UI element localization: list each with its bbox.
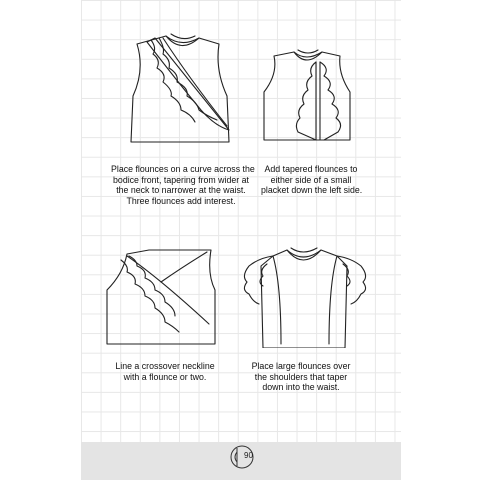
caption-curved-flounces: Place flounces on a curve across the bodice front, tapering from wider at the neck to narrower at the waist. Three flounces add interest. [111, 164, 255, 206]
bodice-crossover-flounce-illustration [99, 248, 231, 348]
book-page [81, 0, 401, 480]
caption-crossover-flounce: Line a crossover neckline with a flounce or two. [115, 361, 215, 382]
caption-placket-flounces: Add tapered flounces to either side of a small placket down the left side. [261, 164, 363, 196]
bodice-shoulder-flounces-illustration [237, 244, 371, 348]
bodice-curved-flounces-illustration [111, 30, 251, 150]
page-number: 90 [244, 451, 253, 460]
caption-shoulder-flounces: Place large flounces over the shoulders that taper down into the waist. [251, 361, 351, 393]
bodice-placket-flounces-illustration [256, 46, 366, 146]
